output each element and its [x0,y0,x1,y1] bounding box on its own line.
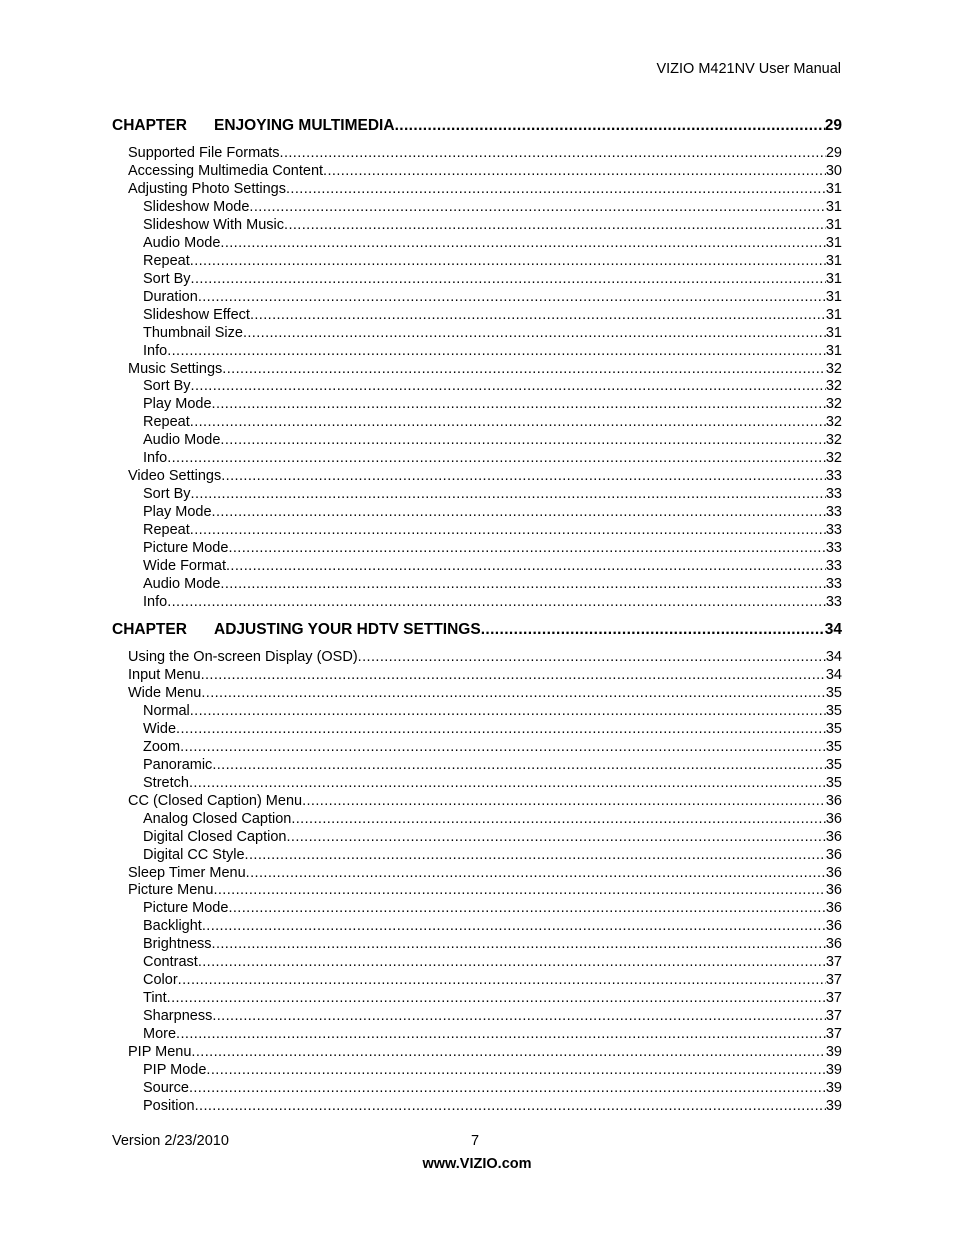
toc-entry[interactable] [128,360,842,378]
toc-entry[interactable] [143,503,842,521]
dot-leader [189,774,826,792]
dot-leader [249,198,825,216]
toc-entry-page-number: 32 [825,396,842,413]
dot-leader [395,117,825,135]
toc-entry-label: Sort By [143,486,191,503]
toc-entry-label: Supported File Formats [128,145,280,161]
toc-entry-page-number: 36 [825,882,842,899]
toc-entry[interactable] [143,539,842,557]
toc-entry[interactable] [143,953,842,971]
chapter-title: ADJUSTING YOUR HDTV SETTINGS [214,621,481,638]
chapter-word: CHAPTER [112,621,187,638]
toc-entry-page-number: 33 [825,576,842,593]
toc-entry[interactable] [143,288,842,306]
footer-version: Version 2/23/2010 [112,1133,229,1149]
toc-entry-label: Backlight [143,918,202,935]
dot-leader [220,234,825,252]
toc-entry-page-number: 29 [825,145,842,161]
toc-entry-page-number: 32 [825,450,842,467]
dot-leader [212,1007,826,1025]
dot-leader [190,413,826,431]
toc-entry-page-number: 31 [825,270,842,287]
dot-leader [284,216,826,234]
toc-entry[interactable] [143,593,842,611]
toc-entry-label: Using the On-screen Display (OSD) [128,649,358,665]
dot-leader [243,324,826,342]
toc-entry[interactable] [128,864,842,882]
chapter-page-number: 34 [824,621,842,638]
toc-entry-page-number: 33 [825,486,842,503]
dot-leader [176,1025,826,1043]
dot-leader [228,539,825,557]
toc-entry[interactable] [143,431,842,449]
toc-entry-page-number: 35 [825,684,842,701]
toc-entry[interactable] [128,1043,842,1061]
dot-leader [228,899,825,917]
toc-entry-label: Accessing Multimedia Content [128,162,324,179]
chapter-page-number: 29 [824,117,842,134]
toc-entry[interactable] [128,648,842,666]
toc-entry-page-number: 36 [825,792,842,809]
toc-entry-page-number: 31 [825,234,842,251]
toc-entry[interactable] [128,684,842,702]
document-header: VIZIO M421NV User Manual [656,61,841,77]
toc-entry-label: Normal [143,702,190,719]
toc-entry-page-number: 33 [825,540,842,557]
toc-entry-label: Video Settings [128,468,222,485]
dot-leader [176,720,826,738]
dot-leader [167,342,826,360]
toc-entry-page-number: 36 [825,936,842,953]
toc-entry[interactable] [143,899,842,917]
toc-entry[interactable] [143,917,842,935]
dot-leader [201,666,826,684]
toc-entry-page-number: 39 [825,1044,842,1061]
toc-entry-label: Sort By [143,378,191,395]
dot-leader [250,306,826,324]
dot-leader [212,395,826,413]
toc-entry[interactable] [143,756,842,774]
toc-entry[interactable] [143,252,842,270]
dot-leader [222,360,826,378]
toc-entry-page-number: 37 [825,1026,842,1043]
toc-entry-page-number: 32 [825,414,842,431]
toc-entry-label: Play Mode [143,504,212,521]
toc-entry-label: Audio Mode [143,576,221,593]
toc-entry[interactable] [143,306,842,324]
toc-entry[interactable] [143,1097,842,1115]
toc-entry-page-number: 31 [825,180,842,197]
dot-leader [286,828,825,846]
toc-entry[interactable] [143,720,842,738]
dot-leader [198,953,826,971]
toc-entry[interactable] [143,234,842,252]
toc-entry-page-number: 33 [825,504,842,521]
toc-entry-label: Tint [143,990,167,1007]
toc-entry-label: Audio Mode [143,234,221,251]
toc-entry[interactable] [128,162,842,180]
toc-entry[interactable] [143,1061,842,1079]
toc-entry-page-number: 36 [825,810,842,827]
dot-leader [178,971,826,989]
toc-entry-label: Digital Closed Caption [143,828,287,845]
toc-entry-label: Wide Format [143,558,226,575]
dot-leader [212,935,826,953]
toc-entry-label: Repeat [143,414,190,431]
toc-entry[interactable] [143,521,842,539]
dot-leader [221,467,826,485]
toc-entry[interactable] [143,413,842,431]
toc-entry-label: Repeat [143,252,190,269]
dot-leader [201,684,826,702]
toc-entry-label: Picture Mode [143,540,229,557]
toc-entry[interactable] [143,738,842,756]
toc-entry-page-number: 36 [825,846,842,863]
dot-leader [280,144,826,162]
toc-entry[interactable] [128,666,842,684]
toc-entry[interactable] [128,180,842,198]
dot-leader [190,702,826,720]
toc-entry-page-number: 33 [825,594,842,610]
toc-entry[interactable] [143,342,842,360]
toc-entry-page-number: 31 [825,288,842,305]
toc-entry-page-number: 39 [825,1062,842,1079]
toc-entry[interactable] [143,485,842,503]
toc-entry-label: Play Mode [143,396,212,413]
dot-leader [291,810,826,828]
toc-entry-label: Music Settings [128,360,223,377]
toc-entry-label: Sharpness [143,1008,213,1025]
toc-entry-label: Slideshow With Music [143,216,285,233]
dot-leader [191,377,826,395]
toc-entry[interactable] [128,144,842,162]
chapter-word: CHAPTER [112,117,187,134]
toc-entry-page-number: 31 [825,306,842,323]
toc-entry-label: Repeat [143,522,190,539]
toc-entry-label: Adjusting Photo Settings [128,180,286,197]
toc-entry-page-number: 31 [825,198,842,215]
toc-entry-page-number: 35 [825,774,842,791]
toc-entry-label: Analog Closed Caption [143,810,292,827]
toc-entry-label: CC (Closed Caption) Menu [128,792,303,809]
toc-entry[interactable] [128,467,842,485]
toc-entry-page-number: 36 [825,828,842,845]
toc-entry-page-number: 33 [825,558,842,575]
toc-entry-label: Info [143,342,168,359]
dot-leader [220,575,825,593]
dot-leader [226,557,826,575]
toc-entry-page-number: 36 [825,918,842,935]
dot-leader [358,648,826,666]
toc-entry-page-number: 33 [825,468,842,485]
dot-leader [198,288,826,306]
toc-entry-label: Picture Menu [128,882,214,899]
toc-entry[interactable] [143,810,842,828]
toc-entry[interactable] [143,846,842,864]
toc-entry-label: PIP Mode [143,1062,207,1079]
toc-entry[interactable] [143,198,842,216]
toc-entry[interactable] [143,774,842,792]
toc-entry[interactable] [143,216,842,234]
footer-url: www.VIZIO.com [422,1156,532,1172]
toc-entry-page-number: 31 [825,342,842,359]
toc-entry-label: More [143,1026,177,1043]
toc-entry-label: Digital CC Style [143,846,245,863]
dot-leader [323,162,826,180]
toc-entry-page-number: 36 [825,900,842,917]
chapter-heading [112,619,842,639]
toc-entry-page-number: 31 [825,252,842,269]
toc-entry-page-number: 31 [825,324,842,341]
dot-leader [220,431,825,449]
dot-leader [212,503,826,521]
dot-leader [167,593,826,611]
toc-entry[interactable] [143,395,842,413]
toc-entry-label: Info [143,594,168,610]
toc-entry[interactable] [143,989,842,1007]
toc-entry-label: Zoom [143,738,181,755]
toc-entry-label: Slideshow Effect [143,306,250,323]
toc-entry-label: Position [143,1098,195,1114]
dot-leader [167,989,826,1007]
toc-entry-page-number: 35 [825,738,842,755]
toc-entry-page-number: 37 [825,990,842,1007]
toc-entry[interactable] [143,270,842,288]
dot-leader [191,270,826,288]
toc-entry-page-number: 30 [825,162,842,179]
dot-leader [202,917,826,935]
toc-entry-label: Source [143,1080,189,1097]
toc-entry-page-number: 35 [825,756,842,773]
toc-entry-page-number: 32 [825,360,842,377]
chapter-title: ENJOYING MULTIMEDIA [214,117,395,134]
dot-leader [286,180,826,198]
dot-leader [245,846,826,864]
dot-leader [206,1061,825,1079]
toc-entry-label: Panoramic [143,756,213,773]
dot-leader [190,252,826,270]
dot-leader [191,1043,825,1061]
toc-entry-label: Duration [143,288,198,305]
toc-entry-label: Input Menu [128,666,201,683]
toc-entry-page-number: 34 [825,649,842,665]
toc-entry[interactable] [128,881,842,899]
toc-entry-label: Thumbnail Size [143,324,243,341]
dot-leader [212,756,826,774]
toc-entry[interactable] [143,828,842,846]
toc-entry[interactable] [143,557,842,575]
toc-entry[interactable] [143,935,842,953]
toc-entry[interactable] [143,1079,842,1097]
toc-entry-page-number: 33 [825,522,842,539]
dot-leader [195,1097,826,1115]
toc-entry-label: Audio Mode [143,432,221,449]
dot-leader [190,521,826,539]
dot-leader [246,864,826,882]
toc-entry[interactable] [143,702,842,720]
toc-entry-page-number: 37 [825,972,842,989]
toc-entry-page-number: 32 [825,432,842,449]
toc-entry-label: Wide [143,720,177,737]
toc-entry-label: Color [143,972,178,989]
chapter-heading [112,115,842,135]
toc-entry[interactable] [143,1007,842,1025]
dot-leader [213,881,825,899]
toc-entry[interactable] [143,324,842,342]
toc-entry-page-number: 35 [825,702,842,719]
toc-entry-label: Wide Menu [128,684,202,701]
dot-leader [180,738,826,756]
toc-entry[interactable] [143,377,842,395]
toc-entry-label: Contrast [143,954,198,971]
toc-entry-page-number: 36 [825,864,842,881]
toc-entry-label: Sleep Timer Menu [128,864,246,881]
dot-leader [191,485,826,503]
dot-leader [481,621,825,639]
toc-entry[interactable] [143,1025,842,1043]
toc-entry-page-number: 39 [825,1080,842,1097]
toc-entry[interactable] [143,449,842,467]
toc-entry-page-number: 39 [825,1098,842,1114]
dot-leader [189,1079,826,1097]
toc-entry-label: Stretch [143,774,189,791]
toc-entry-label: Picture Mode [143,900,229,917]
toc-entry-page-number: 31 [825,216,842,233]
toc-entry-label: Info [143,450,168,467]
toc-entry-label: Sort By [143,270,191,287]
toc-entry-label: Slideshow Mode [143,198,250,215]
toc-entry-page-number: 37 [825,954,842,971]
toc-entry-page-number: 37 [825,1008,842,1025]
toc-entry-page-number: 32 [825,378,842,395]
dot-leader [302,792,826,810]
toc-entry-label: PIP Menu [128,1044,192,1061]
toc-entry-label: Brightness [143,936,212,953]
toc-entry-page-number: 34 [825,666,842,683]
toc-entry[interactable] [128,792,842,810]
footer-page-number: 7 [471,1133,480,1149]
toc-entry[interactable] [143,971,842,989]
toc-entry-page-number: 35 [825,720,842,737]
toc-entry[interactable] [143,575,842,593]
dot-leader [167,449,826,467]
